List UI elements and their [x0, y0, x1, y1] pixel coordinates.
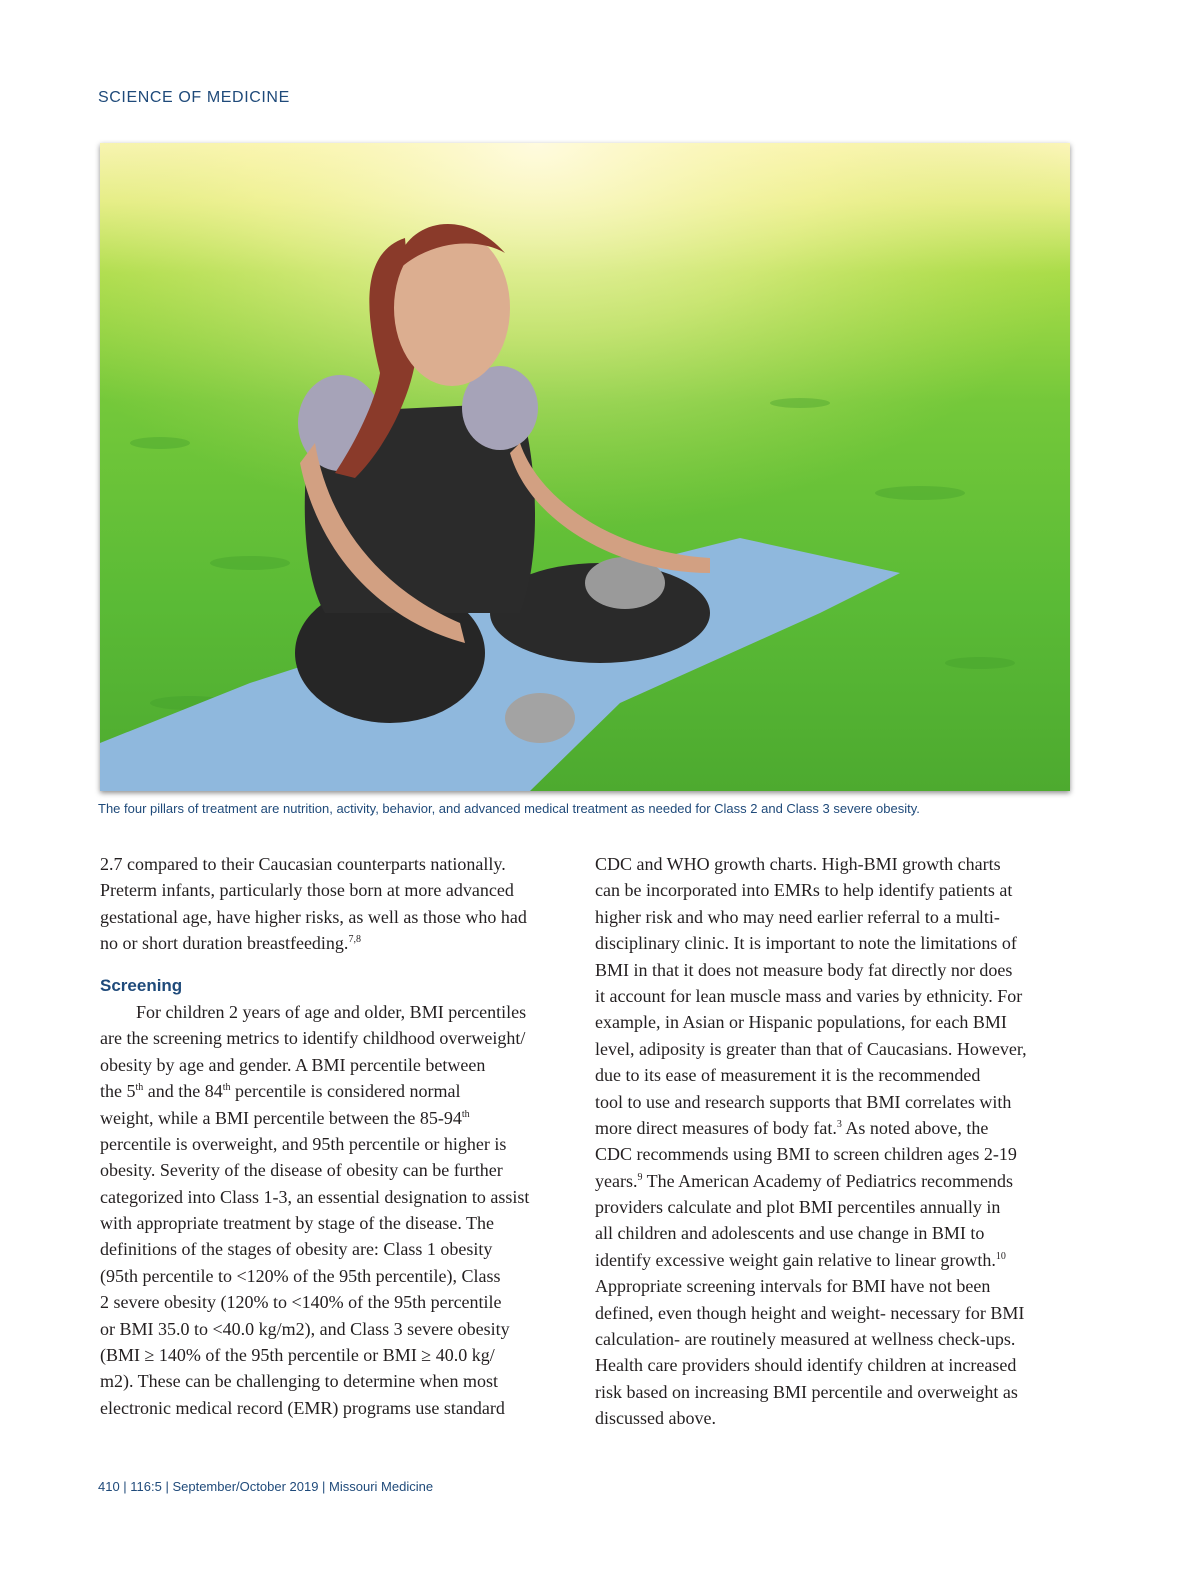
figure-caption: The four pillars of treatment are nutrition, activity, behavior, and advanced medical treatment as needed for Class 2 and Class 3 severe obesity.	[98, 801, 920, 816]
text-line	[100, 1105, 570, 1131]
text-line: are the screening metrics to identify childhood overweight/	[100, 1028, 526, 1049]
text-line: Appropriate screening intervals for BMI have not been	[595, 1276, 991, 1297]
citation-ref: 9	[637, 1171, 643, 1183]
citation-ref: 10	[995, 1250, 1006, 1262]
text-span: years.	[595, 1170, 638, 1191]
text-line: obesity. Severity of the disease of obesity can be further	[100, 1160, 503, 1181]
text-line: (95th percentile to <120% of the 95th percentile), Class	[100, 1265, 501, 1286]
text-line: higher risk and who may need earlier referral to a multi-	[595, 906, 1000, 927]
text-line: categorized into Class 1-3, an essential designation to assist	[100, 1186, 530, 1207]
text-line: percentile is overweight, and 95th percentile or higher is	[100, 1133, 507, 1154]
text-span: percentile is considered normal	[230, 1081, 461, 1102]
text-line: (BMI ≥ 140% of the 95th percentile or BMI ≥ 40.0 kg/	[100, 1345, 495, 1366]
section-heading-screening: Screening	[100, 975, 183, 995]
text-line: due to its ease of measurement it is the recommended	[595, 1065, 981, 1086]
page-footer: 410 | 116:5 | September/October 2019 | Missouri Medicine	[98, 1479, 434, 1494]
text-line: with appropriate treatment by stage of the disease. The	[100, 1213, 495, 1234]
section-header: SCIENCE OF MEDICINE	[98, 89, 290, 106]
superscript: th	[461, 1108, 470, 1120]
text-line: can be incorporated into EMRs to help identify patients at	[595, 880, 1013, 901]
text-span: the 5	[100, 1081, 136, 1102]
text-line: risk based on increasing BMI percentile and overweight as	[595, 1381, 1018, 1402]
text-line: providers calculate and plot BMI percentiles annually in	[595, 1197, 1001, 1218]
text-span: no or short duration breastfeeding.	[100, 933, 349, 954]
text-line: Health care providers should identify children at increased	[595, 1355, 1017, 1376]
text-line	[595, 1168, 1065, 1194]
text-line	[595, 1247, 1065, 1273]
left-column	[100, 851, 570, 1421]
text-line: example, in Asian or Hispanic populations, for each BMI	[595, 1012, 1007, 1033]
text-span: As noted above, the	[841, 1117, 989, 1138]
text-line: CDC and WHO growth charts. High-BMI growth charts	[595, 854, 1001, 874]
text-line: m2). These can be challenging to determine when most	[100, 1371, 499, 1392]
text-line: it account for lean muscle mass and varies by ethnicity. For	[595, 985, 1023, 1006]
text-span: more direct measures of body fat.	[595, 1117, 837, 1138]
text-line: level, adiposity is greater than that of Caucasians. However,	[595, 1038, 1027, 1059]
text-span: The American Academy of Pediatrics recommends	[642, 1170, 1014, 1191]
text-line: definitions of the stages of obesity are: Class 1 obesity	[100, 1239, 493, 1260]
superscript: th	[135, 1082, 144, 1094]
text-line: BMI in that it does not measure body fat directly nor does	[595, 959, 1013, 980]
text-line: gestational age, have higher risks, as well as those who had	[100, 906, 527, 927]
text-line: For children 2 years of age and older, BMI percentiles	[136, 1001, 527, 1022]
figure-photo	[100, 143, 1070, 791]
text-line	[100, 1078, 570, 1104]
text-line: calculation- are routinely measured at wellness check-ups.	[595, 1329, 1016, 1350]
superscript: th	[222, 1082, 231, 1094]
citation-ref: 3	[836, 1118, 842, 1130]
text-span: and the 84	[143, 1081, 223, 1102]
citation-ref: 7,8	[348, 934, 361, 946]
text-line	[595, 1115, 1065, 1141]
text-line: Preterm infants, particularly those born at more advanced	[100, 880, 514, 901]
text-line: disciplinary clinic. It is important to note the limitations of	[595, 933, 1017, 954]
text-line: discussed above.	[595, 1408, 716, 1429]
text-line: obesity by age and gender. A BMI percentile between	[100, 1054, 486, 1075]
text-line	[100, 930, 570, 956]
text-line: 2.7 compared to their Caucasian counterparts nationally.	[100, 854, 506, 874]
text-line: CDC recommends using BMI to screen children ages 2-19	[595, 1144, 1017, 1165]
text-line: or BMI 35.0 to <40.0 kg/m2), and Class 3 severe obesity	[100, 1318, 510, 1339]
text-span: weight, while a BMI percentile between the 85-94	[100, 1107, 462, 1128]
text-line: electronic medical record (EMR) programs use standard	[100, 1397, 505, 1418]
text-span: identify excessive weight gain relative to linear growth.	[595, 1249, 996, 1270]
text-line: all children and adolescents and use change in BMI to	[595, 1223, 985, 1244]
text-line: defined, even though height and weight- necessary for BMI	[595, 1302, 1025, 1323]
text-line: 2 severe obesity (120% to <140% of the 95th percentile	[100, 1292, 502, 1313]
text-line: tool to use and research supports that BMI correlates with	[595, 1091, 1012, 1112]
right-column	[595, 851, 1065, 1432]
